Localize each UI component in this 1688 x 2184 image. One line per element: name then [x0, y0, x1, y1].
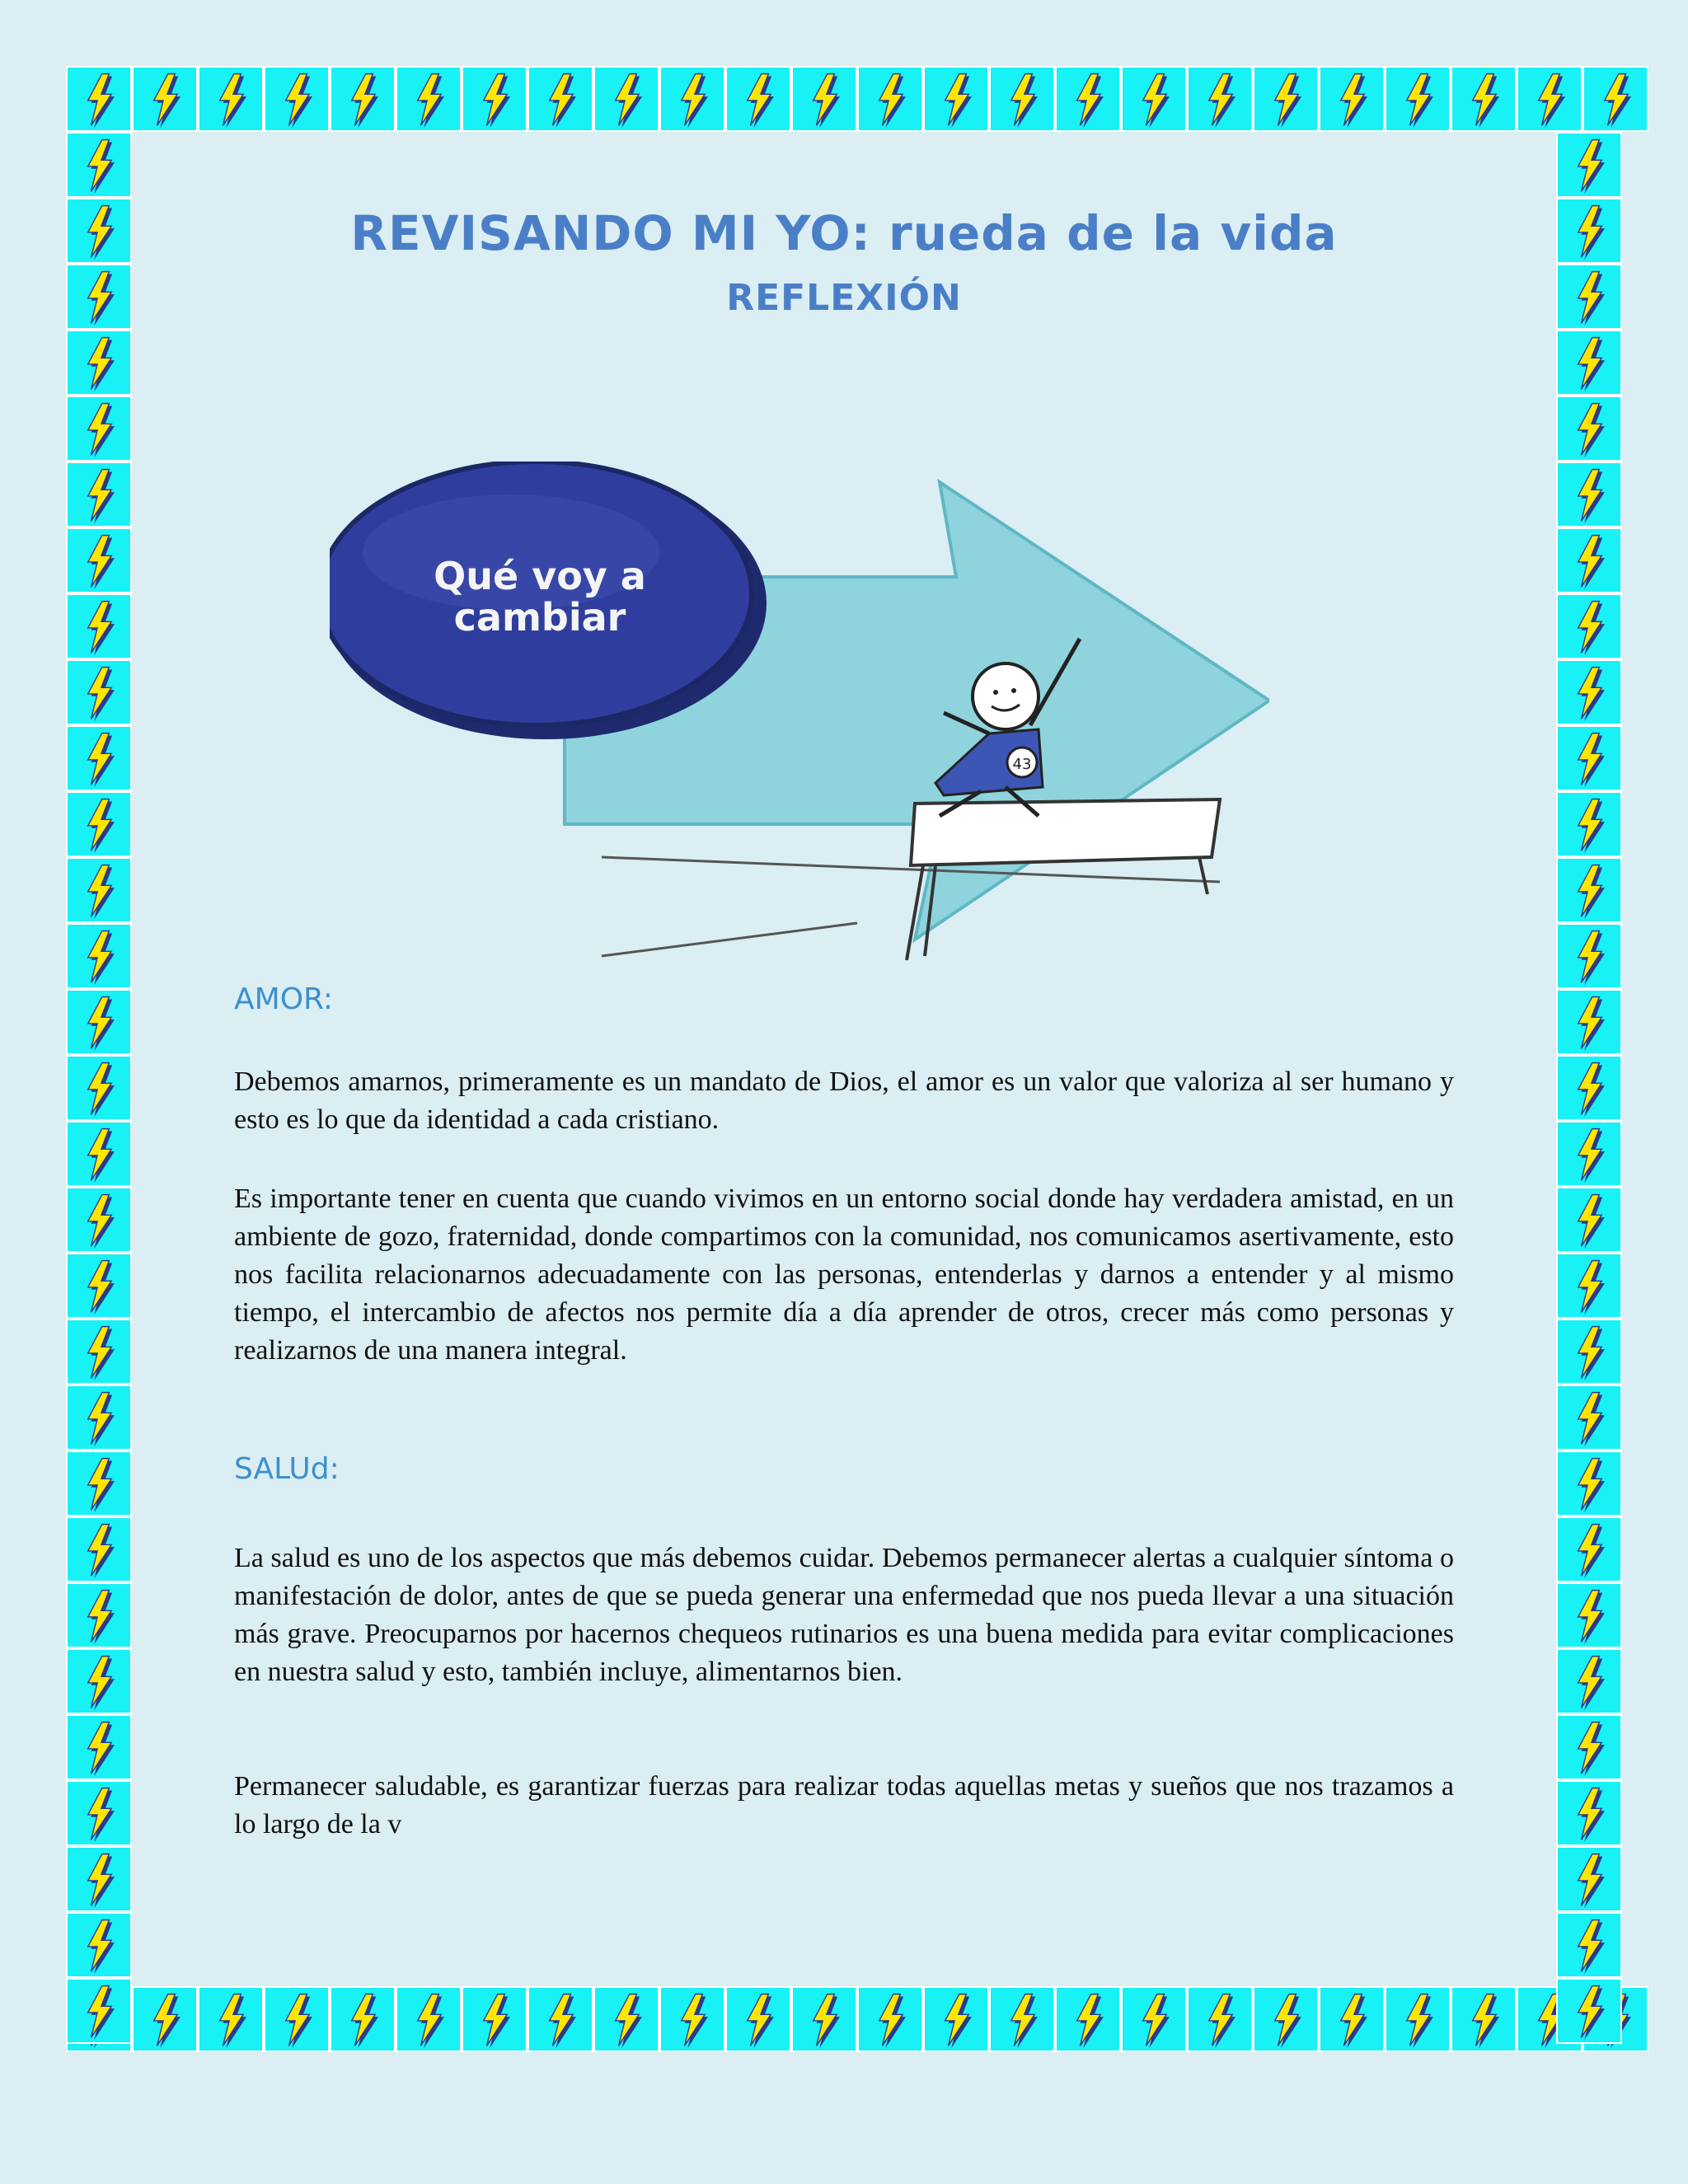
lightning-bolt-icon: [1556, 1912, 1622, 1978]
lightning-bolt-icon: [198, 1986, 264, 2052]
lightning-bolt-icon: [1556, 593, 1622, 659]
lightning-bolt-icon: [725, 1986, 791, 2052]
lightning-bolt-icon: [66, 462, 132, 527]
lightning-bolt-icon: [1556, 527, 1622, 593]
lightning-bolt-icon: [66, 198, 132, 264]
lightning-bolt-icon: [1055, 1986, 1121, 2052]
section-heading-amor: AMOR:: [234, 982, 334, 1016]
lightning-bolt-icon: [396, 1986, 462, 2052]
lightning-bolt-icon: [66, 1780, 132, 1846]
lightning-bolt-icon: [132, 66, 198, 132]
lightning-bolt-icon: [989, 66, 1055, 132]
lightning-bolt-icon: [66, 791, 132, 857]
lightning-bolt-icon: [593, 66, 659, 132]
lightning-bolt-icon: [857, 66, 923, 132]
lightning-bolt-icon: [1556, 1582, 1622, 1648]
circle-text-line2: cambiar: [453, 595, 626, 640]
lightning-bolt-icon: [396, 66, 462, 132]
figure-eye: [1011, 688, 1016, 693]
lightning-bolt-icon: [1187, 1986, 1253, 2052]
figure-badge: 43: [1012, 756, 1032, 773]
lightning-bolt-icon: [791, 66, 857, 132]
lightning-bolt-icon: [66, 989, 132, 1055]
lightning-bolt-icon: [66, 593, 132, 659]
lightning-bolt-icon: [1556, 264, 1622, 330]
lightning-bolt-icon: [66, 264, 132, 330]
lightning-bolt-icon: [330, 1986, 396, 2052]
lightning-bolt-icon: [66, 1253, 132, 1319]
lightning-bolt-icon: [330, 66, 396, 132]
lightning-bolt-icon: [1187, 66, 1253, 132]
lightning-bolt-icon: [66, 1187, 132, 1253]
lightning-bolt-icon: [66, 923, 132, 989]
lightning-bolt-icon: [66, 1978, 132, 2044]
lightning-bolt-icon: [1556, 989, 1622, 1055]
lightning-bolt-icon: [66, 1451, 132, 1516]
lightning-bolt-icon: [66, 1516, 132, 1582]
figure-head: [973, 663, 1039, 729]
page-content: [132, 132, 1556, 1986]
hurdle-board: [911, 799, 1220, 865]
figure-eye: [993, 690, 998, 695]
lightning-bolt-icon: [66, 1582, 132, 1648]
lightning-bolt-icon: [528, 66, 593, 132]
lightning-bolt-icon: [528, 1986, 593, 2052]
lightning-bolt-icon: [66, 330, 132, 396]
lightning-bolt-icon: [66, 1714, 132, 1780]
lightning-bolt-icon: [66, 725, 132, 791]
circle-text-line1: Qué voy a: [434, 554, 646, 598]
lightning-bolt-icon: [66, 1846, 132, 1912]
lightning-bolt-icon: [725, 66, 791, 132]
lightning-bolt-icon: [1556, 791, 1622, 857]
lightning-bolt-icon: [462, 66, 528, 132]
lightning-bolt-icon: [66, 1121, 132, 1187]
lightning-bolt-icon: [1556, 396, 1622, 462]
lightning-bolt-icon: [66, 66, 132, 132]
lightning-bolt-icon: [1385, 1986, 1451, 2052]
lightning-bolt-icon: [1556, 1978, 1622, 2044]
lightning-bolt-icon: [1055, 66, 1121, 132]
lightning-bolt-icon: [1556, 1714, 1622, 1780]
lightning-bolt-icon: [66, 132, 132, 198]
lightning-bolt-icon: [198, 66, 264, 132]
lightning-bolt-icon: [1121, 1986, 1187, 2052]
lightning-bolt-icon: [66, 1385, 132, 1451]
lightning-bolt-icon: [1253, 1986, 1319, 2052]
lightning-bolt-icon: [1556, 1187, 1622, 1253]
lightning-bolt-icon: [1556, 1055, 1622, 1121]
lightning-bolt-icon: [1517, 66, 1582, 132]
lightning-bolt-icon: [66, 527, 132, 593]
lightning-bolt-icon: [1451, 1986, 1517, 2052]
page-title: REVISANDO MI YO: rueda de la vida: [350, 205, 1338, 261]
lightning-bolt-icon: [923, 1986, 989, 2052]
lightning-bolt-icon: [462, 1986, 528, 2052]
lightning-bolt-icon: [1556, 1319, 1622, 1385]
lightning-bolt-icon: [1556, 1253, 1622, 1319]
lightning-bolt-icon: [1319, 1986, 1385, 2052]
lightning-bolt-icon: [1556, 1648, 1622, 1714]
lightning-bolt-icon: [923, 66, 989, 132]
lightning-bolt-icon: [1556, 1516, 1622, 1582]
lightning-bolt-icon: [1556, 1451, 1622, 1516]
lightning-bolt-icon: [659, 1986, 725, 2052]
paragraph: La salud es uno de los aspectos que más debemos cuidar. Debemos permanecer alertas a cualquier síntoma o manifestación de dolor, antes de que se pueda generar una enfermedad que nos pueda llevar a una situación más grave. Preocuparnos por hacernos chequeos rutinarios es una buena medida para evitar complicaciones en nuestra salud y esto, también incluye, alimentarnos bien.: [234, 1543, 1454, 1687]
lightning-bolt-icon: [1253, 66, 1319, 132]
lightning-bolt-icon: [264, 66, 330, 132]
lightning-bolt-icon: [1556, 198, 1622, 264]
lightning-bolt-icon: [593, 1986, 659, 2052]
lightning-bolt-icon: [1319, 66, 1385, 132]
lightning-bolt-icon: [66, 857, 132, 923]
lightning-bolt-icon: [66, 1055, 132, 1121]
lightning-bolt-icon: [1556, 857, 1622, 923]
change-illustration: [330, 462, 1269, 997]
lightning-bolt-icon: [1556, 1121, 1622, 1187]
paragraph: Permanecer saludable, es garantizar fuerzas para realizar todas aquellas metas y sueños que nos trazamos a lo largo de la v: [234, 1771, 1454, 1840]
lightning-bolt-icon: [66, 396, 132, 462]
lightning-bolt-icon: [1556, 725, 1622, 791]
lightning-bolt-icon: [1556, 1385, 1622, 1451]
lightning-bolt-icon: [1556, 923, 1622, 989]
lightning-bolt-icon: [66, 1648, 132, 1714]
lightning-bolt-icon: [1582, 66, 1648, 132]
hurdle-leg: [1199, 857, 1207, 894]
lightning-bolt-icon: [659, 66, 725, 132]
paragraph: Es importante tener en cuenta que cuando vivimos en un entorno social donde hay verdadera amistad, en un ambiente de gozo, fraternidad, donde compartimos con la comunidad, nos comunicamos asertivamente, esto nos facilita relacionarnos adecuadamente con las personas, entenderlas y darnos a entender y al mismo tiempo, el intercambio de afectos nos permite día a día aprender de otros, crecer más como personas y realizarnos de una manera integral.: [234, 1183, 1454, 1366]
lightning-bolt-icon: [1451, 66, 1517, 132]
lightning-bolt-icon: [132, 1986, 198, 2052]
section-heading-salud: SALUd:: [234, 1452, 340, 1486]
lightning-bolt-icon: [1556, 1780, 1622, 1846]
lightning-bolt-icon: [1556, 462, 1622, 527]
lightning-bolt-icon: [1556, 659, 1622, 725]
lightning-bolt-icon: [264, 1986, 330, 2052]
lightning-bolt-icon: [857, 1986, 923, 2052]
lightning-bolt-icon: [66, 1912, 132, 1978]
lightning-bolt-icon: [66, 1319, 132, 1385]
lightning-bolt-icon: [1556, 330, 1622, 396]
lightning-bolt-icon: [989, 1986, 1055, 2052]
lightning-bolt-icon: [791, 1986, 857, 2052]
ground-line: [602, 923, 857, 956]
lightning-bolt-icon: [66, 659, 132, 725]
page-subtitle: REFLEXIÓN: [726, 277, 962, 319]
lightning-bolt-icon: [1121, 66, 1187, 132]
lightning-bolt-icon: [1556, 1846, 1622, 1912]
lightning-bolt-icon: [1385, 66, 1451, 132]
paragraph: Debemos amarnos, primeramente es un mandato de Dios, el amor es un valor que valoriza al ser humano y esto es lo que da identidad a cada cristiano.: [234, 1066, 1454, 1135]
lightning-bolt-icon: [1556, 132, 1622, 198]
